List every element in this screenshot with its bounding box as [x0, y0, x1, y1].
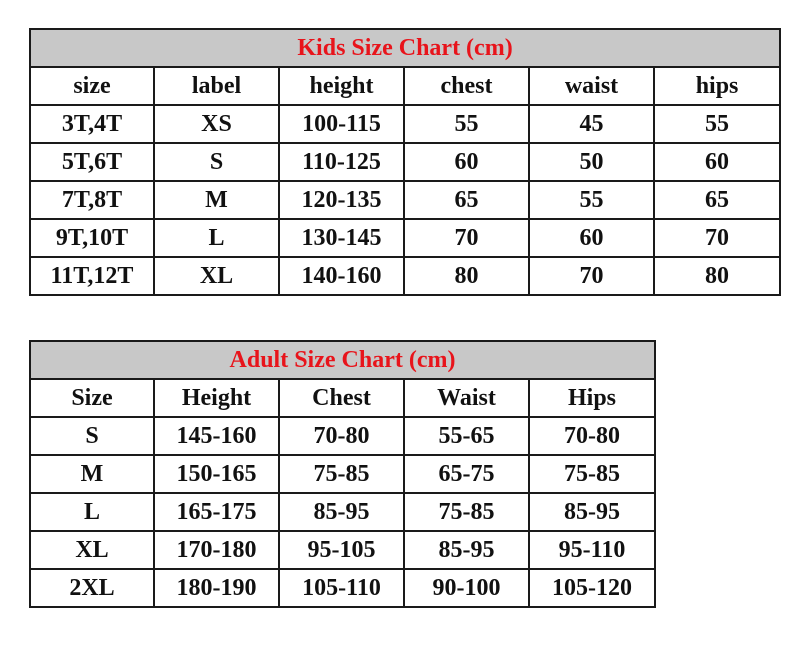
- cell-height: 165-175: [154, 493, 279, 531]
- column-header-waist: Waist: [404, 379, 529, 417]
- cell-hips: 60: [654, 143, 780, 181]
- column-header-hips: hips: [654, 67, 780, 105]
- column-header-chest: chest: [404, 67, 529, 105]
- table-row: [30, 257, 780, 295]
- column-header-size: size: [30, 67, 154, 105]
- cell-height: 100-115: [279, 105, 404, 143]
- adult-size-chart: [29, 340, 656, 608]
- cell-size: 5T,6T: [30, 143, 154, 181]
- cell-hips: 105-120: [529, 569, 655, 607]
- cell-size: 3T,4T: [30, 105, 154, 143]
- adult-chart-title: Adult Size Chart (cm): [30, 341, 655, 379]
- cell-waist: 85-95: [404, 531, 529, 569]
- kids-size-chart: [29, 28, 781, 296]
- cell-chest: 60: [404, 143, 529, 181]
- cell-height: 180-190: [154, 569, 279, 607]
- table-row: [30, 181, 780, 219]
- cell-size: XL: [30, 531, 154, 569]
- column-header-chest: Chest: [279, 379, 404, 417]
- cell-waist: 55: [529, 181, 654, 219]
- cell-chest: 95-105: [279, 531, 404, 569]
- cell-size: L: [30, 493, 154, 531]
- cell-height: 170-180: [154, 531, 279, 569]
- cell-size: M: [30, 455, 154, 493]
- cell-height: 150-165: [154, 455, 279, 493]
- column-header-label: label: [154, 67, 279, 105]
- cell-chest: 80: [404, 257, 529, 295]
- cell-hips: 70-80: [529, 417, 655, 455]
- cell-size: 7T,8T: [30, 181, 154, 219]
- column-header-height: height: [279, 67, 404, 105]
- kids-chart-header-row: [30, 67, 780, 105]
- cell-chest: 105-110: [279, 569, 404, 607]
- cell-waist: 45: [529, 105, 654, 143]
- cell-chest: 70-80: [279, 417, 404, 455]
- cell-hips: 70: [654, 219, 780, 257]
- cell-waist: 60: [529, 219, 654, 257]
- cell-chest: 65: [404, 181, 529, 219]
- cell-chest: 75-85: [279, 455, 404, 493]
- cell-height: 120-135: [279, 181, 404, 219]
- cell-height: 140-160: [279, 257, 404, 295]
- kids-chart-title: Kids Size Chart (cm): [30, 29, 780, 67]
- cell-waist: 50: [529, 143, 654, 181]
- cell-waist: 75-85: [404, 493, 529, 531]
- table-row: [30, 531, 655, 569]
- cell-size: 11T,12T: [30, 257, 154, 295]
- column-header-waist: waist: [529, 67, 654, 105]
- cell-chest: 55: [404, 105, 529, 143]
- cell-waist: 90-100: [404, 569, 529, 607]
- table-row: [30, 569, 655, 607]
- table-row: [30, 493, 655, 531]
- cell-label: M: [154, 181, 279, 219]
- column-header-hips: Hips: [529, 379, 655, 417]
- cell-height: 110-125: [279, 143, 404, 181]
- cell-hips: 80: [654, 257, 780, 295]
- cell-height: 145-160: [154, 417, 279, 455]
- cell-waist: 65-75: [404, 455, 529, 493]
- table-row: [30, 455, 655, 493]
- column-header-size: Size: [30, 379, 154, 417]
- cell-chest: 85-95: [279, 493, 404, 531]
- column-header-height: Height: [154, 379, 279, 417]
- adult-chart-header-row: [30, 379, 655, 417]
- cell-hips: 65: [654, 181, 780, 219]
- cell-hips: 95-110: [529, 531, 655, 569]
- cell-label: L: [154, 219, 279, 257]
- cell-height: 130-145: [279, 219, 404, 257]
- table-row: [30, 219, 780, 257]
- cell-waist: 55-65: [404, 417, 529, 455]
- cell-label: XL: [154, 257, 279, 295]
- table-row: [30, 417, 655, 455]
- cell-size: S: [30, 417, 154, 455]
- adult-chart-title-row: [30, 341, 655, 379]
- cell-label: XS: [154, 105, 279, 143]
- cell-size: 2XL: [30, 569, 154, 607]
- cell-hips: 85-95: [529, 493, 655, 531]
- cell-chest: 70: [404, 219, 529, 257]
- cell-size: 9T,10T: [30, 219, 154, 257]
- cell-hips: 55: [654, 105, 780, 143]
- cell-waist: 70: [529, 257, 654, 295]
- cell-hips: 75-85: [529, 455, 655, 493]
- cell-label: S: [154, 143, 279, 181]
- table-row: [30, 105, 780, 143]
- table-row: [30, 143, 780, 181]
- kids-chart-title-row: [30, 29, 780, 67]
